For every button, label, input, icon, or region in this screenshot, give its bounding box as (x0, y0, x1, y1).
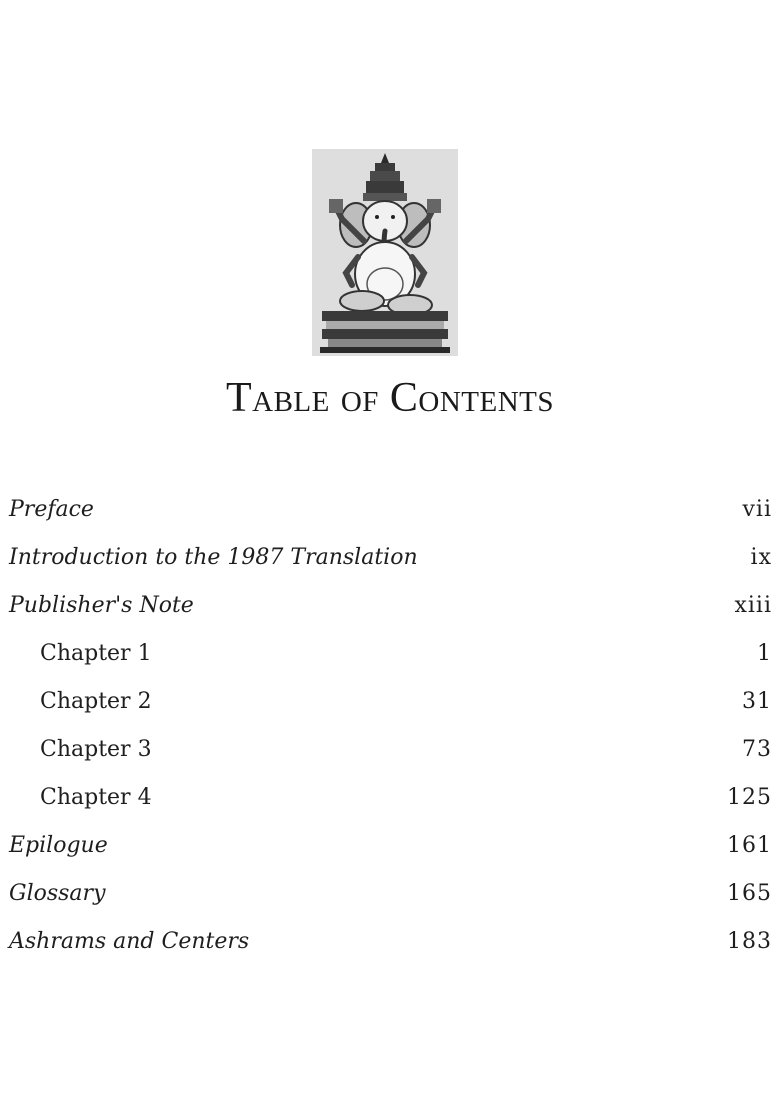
ganesha-icon (312, 149, 458, 356)
toc-row[interactable] (0, 774, 780, 822)
toc-row[interactable] (0, 582, 780, 630)
toc-row[interactable] (0, 726, 780, 774)
toc-entry-label: Chapter 3 (40, 737, 152, 762)
toc-entry-label: Epilogue (9, 833, 108, 858)
toc-entry-label: Chapter 4 (40, 785, 152, 810)
toc-page-number: 125 (727, 785, 772, 810)
toc-entry-label: Ashrams and Centers (9, 929, 250, 954)
toc-row[interactable] (0, 630, 780, 678)
toc-page-number: 183 (727, 929, 772, 954)
toc-page-number: 161 (727, 833, 772, 858)
toc-row[interactable] (0, 678, 780, 726)
page-title: Table of Contents (225, 375, 555, 421)
toc-row[interactable] (0, 534, 780, 582)
toc-page-number: vii (742, 497, 772, 522)
toc-row[interactable] (0, 870, 780, 918)
toc-page-number: ix (750, 545, 772, 570)
toc-entry-label: Chapter 2 (40, 689, 152, 714)
toc-row[interactable] (0, 822, 780, 870)
toc-entry-label: Introduction to the 1987 Translation (9, 545, 418, 570)
toc-page-number: 165 (727, 881, 772, 906)
toc-page-number: xiii (734, 593, 772, 618)
toc-page-number: 1 (757, 641, 772, 666)
toc-list (0, 486, 780, 966)
toc-page-number: 31 (742, 689, 772, 714)
toc-entry-label: Publisher's Note (9, 593, 194, 618)
toc-entry-label: Chapter 1 (40, 641, 152, 666)
toc-entry-label: Glossary (9, 881, 106, 906)
toc-row[interactable] (0, 918, 780, 966)
toc-entry-label: Preface (9, 497, 94, 522)
toc-row[interactable] (0, 486, 780, 534)
toc-page-number: 73 (742, 737, 772, 762)
